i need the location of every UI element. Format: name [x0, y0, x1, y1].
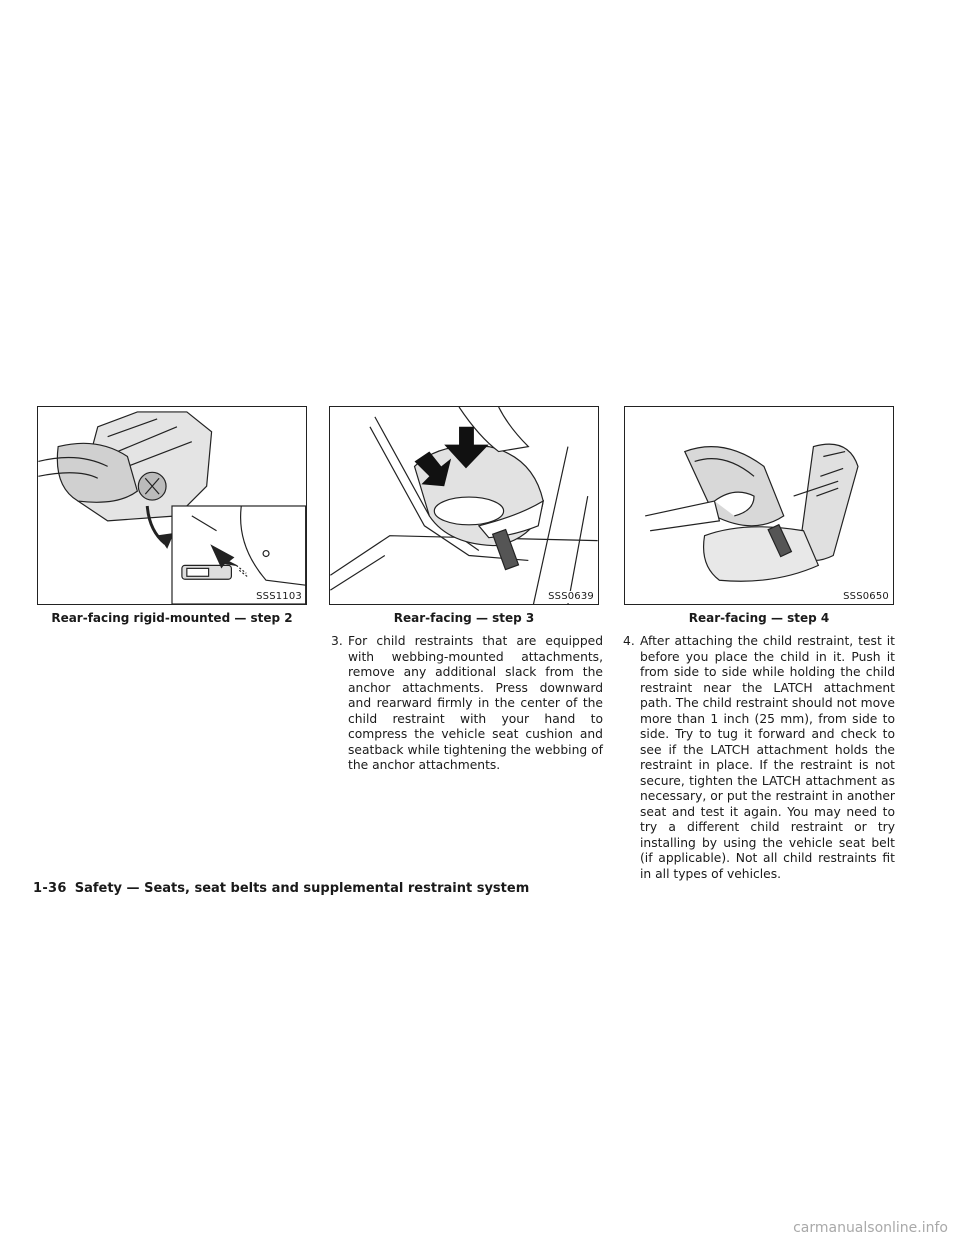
- figure-code: SSS1103: [256, 591, 302, 602]
- step-number: 4.: [623, 634, 635, 648]
- figure-rigid-mounted-step-2: [37, 406, 307, 605]
- page-number: 1-36: [33, 881, 67, 896]
- figure-rear-facing-step-4: [624, 406, 894, 605]
- illustration-rear-facing-step-3: [330, 407, 598, 604]
- watermark: carmanualsonline.info: [793, 1220, 948, 1236]
- page-footer: [33, 881, 529, 896]
- illustration-rear-facing-step-4: [625, 407, 893, 604]
- step-text: For child restraints that are equipped with webbing-mounted attachments, remove any additional slack from the anchor attachments. Press downward and rearward firmly in the center of the child restraint with your hand to compress the vehicle seat cushion and seatback while tightening the webbing of the anchor attachments.: [348, 634, 603, 772]
- figure-caption: Rear-facing — step 3: [393, 611, 535, 625]
- step-4: [623, 634, 895, 882]
- step-3: [331, 634, 603, 774]
- step-number: 3.: [331, 634, 343, 648]
- figure-rear-facing-step-3: [329, 406, 599, 605]
- step-text: After attaching the child restraint, test it before you place the child in it. Push it from side to side while holding the child restraint near the LATCH attachment path. The child restraint should not move more than 1 inch (25 mm), from side to side. Try to tug it forward and check to see if the LATCH attachment holds the restraint in place. If the restraint is not secure, tighten the LATCH attachment as necessary, or put the restraint in another seat and test it again. You may need to try a different child restraint or try installing by using the vehicle seat belt (if applicable). Not all child restraints fit in all types of vehicles.: [640, 634, 895, 881]
- figure-code: SSS0639: [548, 591, 594, 602]
- section-title: Safety — Seats, seat belts and supplemental restraint system: [74, 881, 530, 896]
- figure-code: SSS0650: [843, 591, 889, 602]
- figure-caption: Rear-facing — step 4: [688, 611, 830, 625]
- illustration-rigid-mounted-step-2: [38, 407, 306, 604]
- figure-caption: Rear-facing rigid-mounted — step 2: [51, 611, 293, 625]
